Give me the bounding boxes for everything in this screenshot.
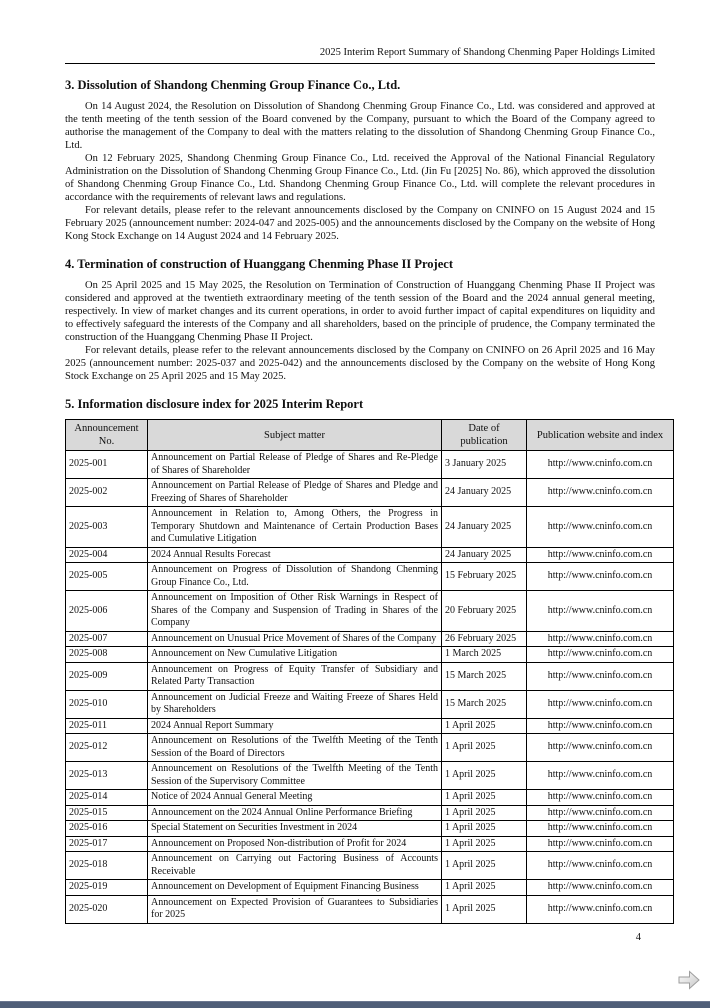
cell-no: 2025-018: [66, 852, 148, 880]
table-row: [66, 591, 674, 632]
cell-subject: Announcement on the 2024 Annual Online Performance Briefing: [148, 805, 442, 821]
cell-website: http://www.cninfo.com.cn: [527, 836, 674, 852]
cell-date: 15 March 2025: [442, 662, 527, 690]
cell-website: http://www.cninfo.com.cn: [527, 734, 674, 762]
table-row: [66, 852, 674, 880]
table-row: [66, 805, 674, 821]
cell-subject: Announcement on New Cumulative Litigation: [148, 647, 442, 663]
cell-date: 1 April 2025: [442, 852, 527, 880]
cell-subject: Announcement on Proposed Non-distribution of Profit for 2024: [148, 836, 442, 852]
cell-date: 1 April 2025: [442, 880, 527, 896]
col-header-publication-website: Publication website and index: [527, 420, 674, 451]
cell-no: 2025-019: [66, 880, 148, 896]
cell-no: 2025-014: [66, 790, 148, 806]
cell-subject: Announcement on Carrying out Factoring Business of Accounts Receivable: [148, 852, 442, 880]
cell-date: 1 April 2025: [442, 790, 527, 806]
viewer-bottom-bar: [0, 1001, 710, 1008]
table-row: [66, 690, 674, 718]
cell-no: 2025-020: [66, 895, 148, 923]
cell-subject: Announcement on Resolutions of the Twelfth Meeting of the Tenth Session of the Supervisory Committee: [148, 762, 442, 790]
cell-website: http://www.cninfo.com.cn: [527, 690, 674, 718]
cell-subject: Announcement on Partial Release of Pledge of Shares and Pledge and Freezing of Shares of Shareholder: [148, 479, 442, 507]
cell-date: 15 March 2025: [442, 690, 527, 718]
cell-website: http://www.cninfo.com.cn: [527, 647, 674, 663]
cell-date: 20 February 2025: [442, 591, 527, 632]
cell-date: 1 April 2025: [442, 762, 527, 790]
cell-website: http://www.cninfo.com.cn: [527, 451, 674, 479]
cell-subject: Announcement on Imposition of Other Risk Warnings in Respect of Shares of the Company and Suspension of Trading in Shares of the Company: [148, 591, 442, 632]
cell-date: 26 February 2025: [442, 631, 527, 647]
cell-no: 2025-005: [66, 563, 148, 591]
cell-date: 15 February 2025: [442, 563, 527, 591]
cell-no: 2025-010: [66, 690, 148, 718]
table-row: [66, 734, 674, 762]
cell-no: 2025-001: [66, 451, 148, 479]
next-page-arrow-icon: [677, 969, 701, 991]
cell-website: http://www.cninfo.com.cn: [527, 762, 674, 790]
section-3-paragraph-2: On 12 February 2025, Shandong Chenming Group Finance Co., Ltd. received the Approval of the National Financial Regulatory Administration on the Dissolution of Shandong Chenming Group Finance Co., Ltd. (Jin Fu [2025] No. 86), which approved the dissolution of Shandong Chenming Group Finance Co., Ltd. Shandong Chenming Group Finance Co., Ltd. will complete the relevant procedures in accordance with the requirements of relevant laws and regulations.: [65, 153, 655, 203]
cell-website: http://www.cninfo.com.cn: [527, 631, 674, 647]
cell-date: 1 April 2025: [442, 895, 527, 923]
page-number: 4: [635, 931, 641, 943]
cell-subject: Announcement on Development of Equipment Financing Business: [148, 880, 442, 896]
cell-no: 2025-004: [66, 547, 148, 563]
section-3-paragraph-3: For relevant details, please refer to the relevant announcements disclosed by the Company on CNINFO on 15 August 2024 and 15 February 2025 (announcement number: 2024-047 and 2025-005) and the announcements disclosed by the Company on the website of Hong Kong Stock Exchange on 14 August 2024 and 14 February 2025.: [65, 205, 655, 242]
table-row: [66, 790, 674, 806]
cell-website: http://www.cninfo.com.cn: [527, 805, 674, 821]
cell-no: 2025-017: [66, 836, 148, 852]
cell-no: 2025-008: [66, 647, 148, 663]
section-3-paragraph-1: On 14 August 2024, the Resolution on Dissolution of Shandong Chenming Group Finance Co., Ltd. was considered and approved at the tenth meeting of the tenth session of the Board convened by the Company, pursuant to which the Board of the Company agreed to authorise the management of the Company to deal with the matters relating to the dissolution of Shandong Chenming Group Finance Co., Ltd.: [65, 101, 655, 151]
section-3-heading: 3. Dissolution of Shandong Chenming Group Finance Co., Ltd.: [65, 78, 401, 92]
cell-subject: 2024 Annual Report Summary: [148, 718, 442, 734]
table-row: [66, 647, 674, 663]
next-page-button[interactable]: [677, 969, 701, 991]
cell-no: 2025-002: [66, 479, 148, 507]
cell-website: http://www.cninfo.com.cn: [527, 718, 674, 734]
cell-no: 2025-013: [66, 762, 148, 790]
cell-subject: Announcement on Progress of Dissolution of Shandong Chenming Group Finance Co., Ltd.: [148, 563, 442, 591]
cell-website: http://www.cninfo.com.cn: [527, 563, 674, 591]
cell-subject: Announcement on Unusual Price Movement of Shares of the Company: [148, 631, 442, 647]
table-row: [66, 662, 674, 690]
cell-subject: Announcement on Partial Release of Pledge of Shares and Re-Pledge of Shares of Shareholder: [148, 451, 442, 479]
cell-subject: Announcement on Progress of Equity Transfer of Subsidiary and Related Party Transaction: [148, 662, 442, 690]
table-header-row: [66, 420, 674, 451]
cell-website: http://www.cninfo.com.cn: [527, 790, 674, 806]
cell-no: 2025-006: [66, 591, 148, 632]
table-row: [66, 836, 674, 852]
cell-subject: Notice of 2024 Annual General Meeting: [148, 790, 442, 806]
section-4-paragraph-1: On 25 April 2025 and 15 May 2025, the Resolution on Termination of Construction of Huanggang Chenming Phase II Project was considered and approved at the twentieth extraordinary meeting of the tenth session of the Board and the 2024 annual general meeting, respectively. In view of market changes and its current operations, in order to avoid further impact of capital expenditures on liquidity and to effectively safeguard the interests of the Company and all shareholders, based on the principle of prudence, the Company terminated the construction of the Huanggang Chenming Phase II Project.: [65, 280, 655, 343]
cell-date: 3 January 2025: [442, 451, 527, 479]
table-row: [66, 507, 674, 548]
cell-no: 2025-015: [66, 805, 148, 821]
disclosure-index-table: [65, 419, 674, 924]
cell-website: http://www.cninfo.com.cn: [527, 547, 674, 563]
table-row: [66, 479, 674, 507]
table-row: [66, 718, 674, 734]
cell-website: http://www.cninfo.com.cn: [527, 507, 674, 548]
col-header-date-of-publication: Date of publication: [442, 420, 527, 451]
cell-website: http://www.cninfo.com.cn: [527, 895, 674, 923]
cell-no: 2025-016: [66, 821, 148, 837]
cell-website: http://www.cninfo.com.cn: [527, 852, 674, 880]
disclosure-table-header: [66, 420, 674, 451]
cell-subject: Announcement on Judicial Freeze and Waiting Freeze of Shares Held by Shareholders: [148, 690, 442, 718]
cell-date: 24 January 2025: [442, 479, 527, 507]
section-4-paragraph-2: For relevant details, please refer to the relevant announcements disclosed by the Company on CNINFO on 26 April 2025 and 16 May 2025 (announcement number: 2025-037 and 2025-042) and the announcements disclosed by the Company on the website of Hong Kong Stock Exchange on 25 April 2025 and 15 May 2025.: [65, 345, 655, 382]
cell-no: 2025-009: [66, 662, 148, 690]
table-row: [66, 547, 674, 563]
table-row: [66, 451, 674, 479]
table-row: [66, 762, 674, 790]
cell-subject: Announcement on Resolutions of the Twelfth Meeting of the Tenth Session of the Board of Directors: [148, 734, 442, 762]
cell-website: http://www.cninfo.com.cn: [527, 479, 674, 507]
table-row: [66, 563, 674, 591]
cell-website: http://www.cninfo.com.cn: [527, 662, 674, 690]
table-row: [66, 895, 674, 923]
cell-no: 2025-007: [66, 631, 148, 647]
header-title: 2025 Interim Report Summary of Shandong Chenming Paper Holdings Limited: [319, 47, 655, 58]
section-4-heading: 4. Termination of construction of Huanggang Chenming Phase II Project: [65, 257, 453, 271]
cell-date: 24 January 2025: [442, 507, 527, 548]
cell-no: 2025-012: [66, 734, 148, 762]
cell-website: http://www.cninfo.com.cn: [527, 821, 674, 837]
table-row: [66, 880, 674, 896]
cell-subject: Announcement in Relation to, Among Others, the Progress in Temporary Shutdown and Maintenance of Certain Production Bases and Cumulative Litigation: [148, 507, 442, 548]
cell-date: 1 April 2025: [442, 734, 527, 762]
document-page: [65, 0, 664, 944]
cell-date: 24 January 2025: [442, 547, 527, 563]
table-row: [66, 631, 674, 647]
cell-date: 1 April 2025: [442, 805, 527, 821]
cell-website: http://www.cninfo.com.cn: [527, 880, 674, 896]
cell-no: 2025-011: [66, 718, 148, 734]
cell-date: 1 April 2025: [442, 836, 527, 852]
page-header: [65, 0, 655, 64]
cell-website: http://www.cninfo.com.cn: [527, 591, 674, 632]
col-header-subject-matter: Subject matter: [148, 420, 442, 451]
cell-date: 1 March 2025: [442, 647, 527, 663]
table-row: [66, 821, 674, 837]
cell-date: 1 April 2025: [442, 718, 527, 734]
disclosure-table-body: [66, 451, 674, 924]
cell-subject: Special Statement on Securities Investment in 2024: [148, 821, 442, 837]
cell-no: 2025-003: [66, 507, 148, 548]
section-5-heading: 5. Information disclosure index for 2025 Interim Report: [65, 397, 364, 411]
cell-subject: 2024 Annual Results Forecast: [148, 547, 442, 563]
cell-subject: Announcement on Expected Provision of Guarantees to Subsidiaries for 2025: [148, 895, 442, 923]
col-header-announcement-no: Announcement No.: [66, 420, 148, 451]
cell-date: 1 April 2025: [442, 821, 527, 837]
